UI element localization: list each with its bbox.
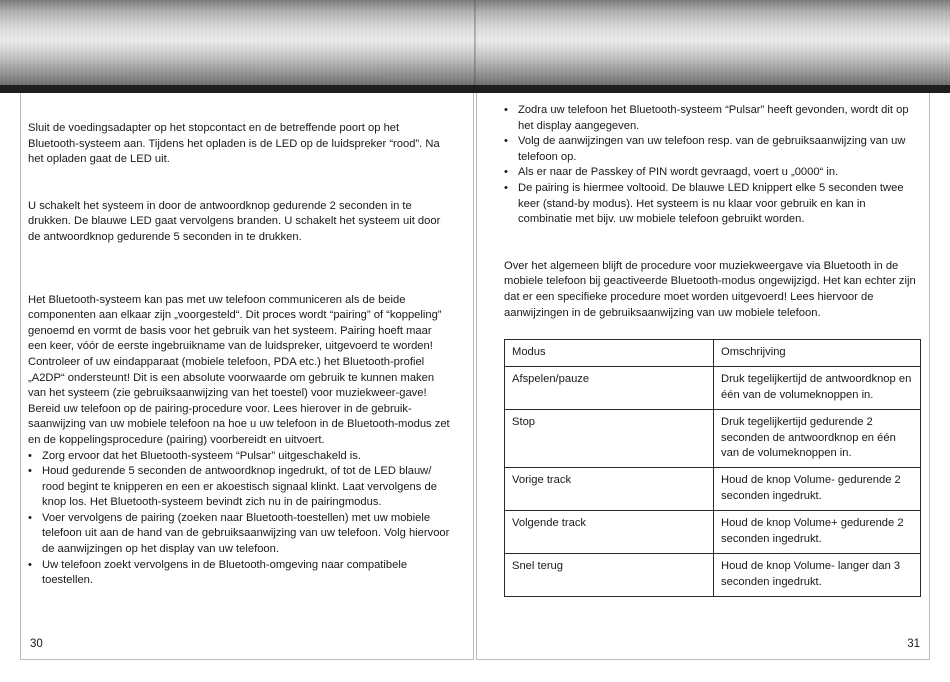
list-item: • Zorg ervoor dat het Bluetooth-systeem “Pulsar” uitgeschakeld is. (28, 449, 453, 465)
paragraph-pairing-a2dp: Controleer of uw eindapparaat (mobiele telefoon, PDA etc.) het Bluetooth-profiel „A2DP“ ondersteunt! Dit is een absolute voorwaarde om gebruik te kunnen maken van het systeem (zie gebruiksaanwijzing van het toestel) voor muziekweer-gave! (28, 355, 435, 400)
pairing-steps-list-continued (504, 103, 921, 228)
paragraph-pairing-intro: Het Bluetooth-systeem kan pas met uw telefoon communiceren als de beide componenten aan elkaar zijn „voorgesteld“. Dit proces wordt “pairing” of “koppeling” genoemd en vormt de basis voor het gebruik van het systeem. Pairing hoeft maar een keer, vóór de eerste ingebruikname van de luidspreker, uitgevoerd te worden! (28, 293, 442, 353)
pairing-steps-list (28, 449, 453, 589)
header-rule (0, 85, 950, 93)
list-item: • Als er naar de Passkey of PIN wordt gevraagd, voert u „0000“ in. (504, 165, 921, 181)
table-cell-mode: Vorige track (505, 468, 714, 511)
list-item: • Voer vervolgens de pairing (zoeken naar Bluetooth-toestellen) met uw mobiele telefoon uit aan de hand van de gebruiksaanwijzing van uw telefoon. Volg hiervoor de aanwijzingen op het display van uw telefoon. (28, 511, 453, 558)
table-cell-mode: Snel terug (505, 554, 714, 597)
table-cell-mode: Volgende track (505, 511, 714, 554)
list-item: • De pairing is hiermee voltooid. De blauwe LED knippert elke 5 seconden twee keer (stand-by modus). Het systeem is nu klaar voor gebruik en kan in combinatie met bijv. uw mobiele telefoon gebruikt worden. (504, 181, 921, 228)
table-row (505, 468, 921, 511)
page-number: 30 (30, 638, 43, 650)
table-row (505, 410, 921, 468)
table-row (505, 511, 921, 554)
list-item: • Uw telefoon zoekt vervolgens in de Bluetooth-omgeving naar compatibele toestellen. (28, 558, 453, 589)
page-number: 31 (907, 638, 920, 650)
header-seam (474, 0, 476, 85)
paragraph-music-playback: Over het algemeen blijft de procedure voor muziekweergave via Bluetooth in de mobiele telefoon bij geactiveerde Bluetooth-modus ongewijzigd. Het kan echter zijn dat er een specifieke procedure moet worden uitgevoerd! Lees hiervoor de aanwijzingen in de gebruiksaanwijzing van uw mobiele telefoon. (504, 259, 916, 319)
table-cell-description: Houd de knop Volume- langer dan 3 seconden ingedrukt. (714, 554, 921, 597)
list-item: • Zodra uw telefoon het Bluetooth-systeem “Pulsar” heeft gevonden, wordt dit op het display aangegeven. (504, 103, 921, 134)
list-item: • Houd gedurende 5 seconden de antwoordknop ingedrukt, of tot de LED blauw/ rood begint te knipperen en een er akoestisch signaal klinkt. Laat vervolgens de knop los. Het Bluetooth-systeem bevindt zich nu in de pairingmodus. (28, 464, 453, 511)
table-row (505, 367, 921, 410)
table-row (505, 554, 921, 597)
table-header-cell: Modus (505, 340, 714, 367)
table-cell-mode: Afspelen/pauze (505, 367, 714, 410)
table-cell-description: Houd de knop Volume+ gedurende 2 seconden ingedrukt. (714, 511, 921, 554)
paragraph-charging: Sluit de voedingsadapter op het stopcontact en de betreffende poort op het Bluetooth-systeem aan. Tijdens het opladen is de LED op de luidspreker “rood”. Na het opladen gaat de LED uit. (28, 122, 440, 166)
left-text-column (28, 121, 453, 589)
page-left (20, 93, 474, 660)
paragraph-power: U schakelt het systeem in door de antwoordknop gedurende 2 seconden in te drukken. De blauwe LED gaat vervolgens branden. U schakelt het systeem uit door de antwoordknop gedurende 5 seconden in te drukken. (28, 199, 441, 243)
table-header-cell: Omschrijving (714, 340, 921, 367)
page-right (476, 93, 930, 660)
list-item: • Volg de aanwijzingen van uw telefoon resp. van de gebruiksaanwijzing van uw telefoon op. (504, 134, 921, 165)
right-text-column (504, 103, 921, 321)
table-cell-description: Druk tegelijkertijd de antwoordknop en één van de volumeknoppen in. (714, 367, 921, 410)
table-cell-mode: Stop (505, 410, 714, 468)
table-header-row (505, 340, 921, 367)
paragraph-pairing-prepare: Bereid uw telefoon op de pairing-procedure voor. Lees hierover in de gebruik-saanwijzing van uw mobiele telefoon na hoe u uw telefoon in de Bluetooth-modus zet en de koppelingsprocedure (pairing) voorbereidt en uitvoert. (28, 402, 450, 446)
table-cell-description: Houd de knop Volume- gedurende 2 seconden ingedrukt. (714, 468, 921, 511)
modes-table (504, 339, 921, 597)
table-cell-description: Druk tegelijkertijd gedurende 2 seconden de antwoordknop en één van de volumeknoppen in. (714, 410, 921, 468)
